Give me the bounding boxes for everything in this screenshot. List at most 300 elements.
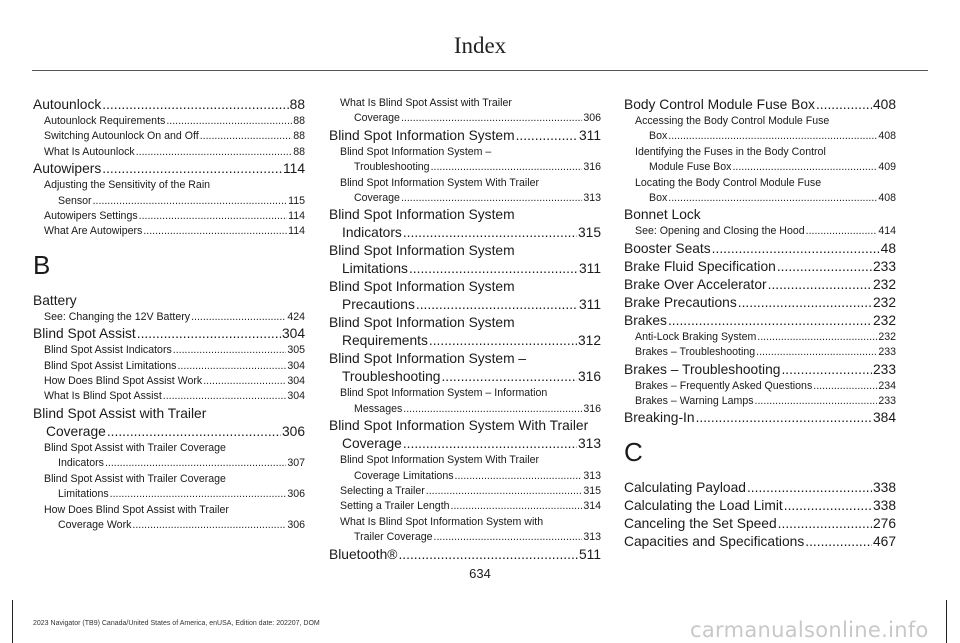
entry-text-lead: Blind Spot Information System – xyxy=(340,145,492,158)
entry-page-number[interactable]: 409 xyxy=(878,161,896,174)
entry-page-number[interactable]: 234 xyxy=(878,379,896,392)
entry-line xyxy=(635,379,896,394)
index-entry[interactable] xyxy=(624,515,896,533)
entry-line xyxy=(44,224,305,239)
dot-leader xyxy=(768,276,872,294)
entry-page-number[interactable]: 338 xyxy=(872,498,896,514)
entry-text: What Is Autounlock xyxy=(44,145,135,158)
index-entry[interactable] xyxy=(624,533,896,551)
index-entry[interactable] xyxy=(329,350,601,386)
entry-line xyxy=(329,224,601,242)
entry-line xyxy=(329,435,601,453)
see-reference[interactable] xyxy=(624,224,896,239)
index-subentry[interactable] xyxy=(329,499,601,514)
index-entry[interactable] xyxy=(329,417,601,453)
entry-text-lead: Blind Spot Information System With Trailer xyxy=(329,418,589,434)
index-subentry[interactable] xyxy=(33,441,305,472)
entry-page-number[interactable]: 304 xyxy=(287,390,305,403)
dot-leader xyxy=(136,145,293,160)
dot-leader xyxy=(163,389,287,404)
entry-page-number[interactable]: 424 xyxy=(287,310,305,323)
entry-page-number[interactable]: 511 xyxy=(579,546,601,562)
index-subentry[interactable] xyxy=(329,386,601,417)
entry-text: Indicators xyxy=(58,457,104,470)
entry-line xyxy=(44,518,305,533)
index-subentry[interactable] xyxy=(329,484,601,499)
entry-line xyxy=(624,96,896,114)
entry-text: Capacities and Specifications xyxy=(624,534,805,550)
index-subentry[interactable] xyxy=(624,145,896,176)
index-entry[interactable] xyxy=(329,546,601,564)
entry-text: Canceling the Set Speed xyxy=(624,516,777,532)
entry-text-lead: Locating the Body Control Module Fuse xyxy=(635,176,822,189)
entry-page-number[interactable]: 467 xyxy=(872,534,896,550)
entry-text: Setting a Trailer Length xyxy=(340,500,450,513)
entry-page-number[interactable]: 338 xyxy=(872,480,896,496)
entry-page-number[interactable]: 306 xyxy=(287,518,305,531)
dot-leader xyxy=(191,310,286,325)
entry-page-number[interactable]: 114 xyxy=(288,210,305,223)
entry-page-number[interactable]: 316 xyxy=(583,402,601,415)
entry-line xyxy=(635,129,896,144)
entry-line xyxy=(44,310,305,325)
index-subentry[interactable] xyxy=(33,224,305,239)
entry-page-number[interactable]: 232 xyxy=(878,330,896,343)
entry-line xyxy=(44,209,305,224)
dot-leader xyxy=(93,194,288,209)
entry-line xyxy=(340,160,601,175)
entry-page-number[interactable]: 384 xyxy=(872,410,896,426)
crop-mark-left xyxy=(12,600,13,643)
dot-leader xyxy=(403,224,577,242)
index-column-1 xyxy=(33,96,305,533)
entry-page-number[interactable]: 114 xyxy=(288,225,305,238)
entry-text: Coverage xyxy=(342,436,402,452)
entry-line xyxy=(624,294,896,312)
dot-leader xyxy=(756,345,877,360)
entry-line xyxy=(624,497,896,515)
entry-page-number[interactable]: 315 xyxy=(583,485,601,498)
entry-text-lead: Adjusting the Sensitivity of the Rain xyxy=(44,179,211,192)
index-entry[interactable] xyxy=(33,405,305,441)
entry-text-lead: Blind Spot Information System xyxy=(329,207,515,223)
page-number: 634 xyxy=(469,566,491,581)
entry-line xyxy=(329,296,601,314)
entry-text: Brakes – Troubleshooting xyxy=(635,346,756,359)
entry-page-number[interactable]: 311 xyxy=(579,261,601,277)
entry-page-number[interactable]: 233 xyxy=(878,346,896,359)
entry-line xyxy=(635,191,896,206)
entry-line xyxy=(44,359,305,374)
entry-line xyxy=(624,515,896,533)
index-subentry[interactable] xyxy=(33,374,305,389)
entry-page-number[interactable]: 304 xyxy=(287,375,305,388)
entry-line xyxy=(624,361,896,379)
index-entry[interactable] xyxy=(624,361,896,379)
entry-text: Blind Spot Information System xyxy=(329,127,515,143)
dot-leader xyxy=(398,546,578,564)
index-column-2 xyxy=(329,96,601,564)
entry-text: Limitations xyxy=(342,261,408,277)
index-entry[interactable] xyxy=(624,497,896,515)
entry-text: Box xyxy=(649,192,668,205)
dot-leader xyxy=(747,479,872,497)
entry-text-lead: Blind Spot Information System xyxy=(329,315,515,331)
index-entry[interactable] xyxy=(33,160,305,178)
entry-page-number[interactable]: 88 xyxy=(289,97,305,112)
entry-line xyxy=(635,224,896,239)
dot-leader xyxy=(166,114,292,129)
dot-leader xyxy=(137,325,281,343)
entry-line xyxy=(340,191,601,206)
entry-line xyxy=(329,127,601,145)
index-subentry[interactable] xyxy=(33,145,305,160)
dot-leader xyxy=(668,129,877,144)
entry-line xyxy=(624,312,896,330)
entry-line xyxy=(44,374,305,389)
index-subentry[interactable] xyxy=(624,379,896,394)
entry-line xyxy=(329,332,601,350)
index-subentry[interactable] xyxy=(624,330,896,345)
index-subentry[interactable] xyxy=(329,96,601,127)
index-entry[interactable] xyxy=(624,258,896,276)
entry-page-number[interactable]: 311 xyxy=(579,297,601,313)
entry-page-number[interactable]: 304 xyxy=(281,326,305,342)
entry-text-lead: What Is Blind Spot Assist with Trailer xyxy=(340,97,512,109)
entry-text: Bluetooth® xyxy=(329,546,398,562)
entry-page-number[interactable]: 408 xyxy=(878,130,896,143)
dot-leader xyxy=(816,96,872,114)
entry-page-number[interactable]: 314 xyxy=(583,500,601,513)
dot-leader xyxy=(102,160,282,178)
dot-leader xyxy=(132,518,286,533)
dot-leader xyxy=(668,191,877,206)
entry-text: Blind Spot Assist Limitations xyxy=(44,359,177,372)
dot-leader xyxy=(409,260,578,278)
dot-leader xyxy=(778,515,872,533)
entry-line xyxy=(44,487,305,502)
index-subentry[interactable] xyxy=(329,515,601,546)
entry-line xyxy=(635,330,896,345)
entry-line xyxy=(44,456,305,471)
entry-page-number[interactable]: 316 xyxy=(577,369,601,385)
dot-leader xyxy=(434,530,583,545)
index-entry[interactable] xyxy=(329,278,601,314)
entry-line xyxy=(33,96,305,114)
entry-text: Messages xyxy=(354,402,403,415)
entry-text: Brakes – Frequently Asked Questions xyxy=(635,379,813,392)
dot-leader xyxy=(738,294,872,312)
entry-text: Autowipers xyxy=(33,161,102,177)
entry-text-lead: Blind Spot Information System xyxy=(329,243,515,259)
entry-page-number[interactable]: 306 xyxy=(281,423,305,439)
index-subentry[interactable] xyxy=(33,359,305,374)
entry-text: Autounlock xyxy=(33,97,102,112)
index-entry[interactable] xyxy=(624,96,896,114)
entry-line xyxy=(624,533,896,551)
index-heading: Battery xyxy=(33,292,77,308)
dot-leader xyxy=(110,487,287,502)
entry-page-number[interactable]: 88 xyxy=(293,115,305,127)
entry-line xyxy=(44,114,305,129)
entry-text: Body Control Module Fuse Box xyxy=(624,97,815,112)
entry-text-lead: What Is Blind Spot Information System with xyxy=(340,515,544,528)
index-subentry[interactable] xyxy=(33,129,305,144)
entry-line xyxy=(340,499,601,514)
dot-leader xyxy=(806,224,878,239)
entry-text: Brake Precautions xyxy=(624,294,737,310)
dot-leader xyxy=(781,361,872,379)
entry-text-lead: Blind Spot Information System With Trailer xyxy=(340,176,539,189)
index-entry[interactable] xyxy=(624,479,896,497)
entry-page-number[interactable]: 313 xyxy=(583,469,601,482)
entry-page-number[interactable]: 313 xyxy=(577,436,601,452)
index-subentry[interactable] xyxy=(33,114,305,129)
dot-leader xyxy=(426,484,583,499)
index-subentry[interactable] xyxy=(33,209,305,224)
crop-mark-right xyxy=(946,600,947,643)
entry-page-number[interactable]: 306 xyxy=(287,488,305,501)
index-entry[interactable] xyxy=(624,240,896,258)
index-subentry[interactable] xyxy=(33,178,305,209)
entry-page-number[interactable]: 233 xyxy=(872,258,896,274)
header-divider xyxy=(32,70,928,71)
entry-page-number[interactable]: 115 xyxy=(288,194,305,207)
entry-text: Autounlock Requirements xyxy=(44,115,166,127)
entry-text: Coverage Work xyxy=(58,518,132,531)
entry-page-number[interactable]: 316 xyxy=(583,161,601,174)
entry-text: Calculating the Load Limit xyxy=(624,498,783,514)
entry-text-lead: How Does Blind Spot Assist with Trailer xyxy=(44,503,229,516)
entry-text: Coverage xyxy=(354,112,400,125)
entry-line xyxy=(33,325,305,343)
entry-line xyxy=(624,258,896,276)
dot-leader xyxy=(429,332,577,350)
entry-text-lead: Blind Spot Information System xyxy=(329,279,515,295)
entry-text-lead: Blind Spot Information System – Information xyxy=(340,387,548,400)
entry-text-lead: Identifying the Fuses in the Body Control xyxy=(635,145,826,158)
entry-line xyxy=(44,194,305,209)
entry-text: Brakes – Troubleshooting xyxy=(624,361,781,377)
index-subentry[interactable] xyxy=(33,472,305,503)
entry-page-number[interactable]: 232 xyxy=(872,276,896,292)
dot-leader xyxy=(777,258,872,276)
entry-text: Brakes – Warning Lamps xyxy=(635,395,754,408)
entry-line xyxy=(33,160,305,178)
entry-text: Booster Seats xyxy=(624,240,711,256)
entry-text: Indicators xyxy=(342,225,402,241)
index-entry[interactable] xyxy=(329,314,601,350)
entry-line xyxy=(635,394,896,409)
entry-page-number[interactable]: 88 xyxy=(293,145,305,158)
entry-text: Coverage Limitations xyxy=(354,469,454,482)
entry-line xyxy=(340,111,601,126)
dot-leader xyxy=(451,499,583,514)
entry-page-number[interactable]: 306 xyxy=(583,112,601,125)
dot-leader xyxy=(105,456,286,471)
entry-line xyxy=(340,469,601,484)
entry-line xyxy=(329,260,601,278)
entry-line xyxy=(635,345,896,360)
entry-page-number[interactable]: 311 xyxy=(579,127,601,143)
index-subentry[interactable] xyxy=(329,145,601,176)
entry-text: Blind Spot Assist xyxy=(33,326,136,342)
dot-leader xyxy=(102,96,288,114)
dot-leader xyxy=(401,191,582,206)
edition-footer: 2023 Navigator (TB9) Canada/United States of America, enUSA, Edition date: 202207, DOM xyxy=(33,620,320,627)
entry-page-number[interactable]: 307 xyxy=(287,457,305,470)
entry-text-lead: Blind Spot Assist with Trailer Coverage xyxy=(44,441,226,454)
dot-leader xyxy=(177,359,286,374)
dot-leader xyxy=(455,469,583,484)
dot-leader xyxy=(784,497,872,515)
dot-leader xyxy=(441,368,577,386)
index-column-3 xyxy=(624,96,896,551)
entry-text: See: Opening and Closing the Hood xyxy=(635,225,805,238)
index-subentry[interactable] xyxy=(624,176,896,207)
index-subentry[interactable] xyxy=(624,114,896,145)
dot-leader xyxy=(805,533,872,551)
index-heading: Bonnet Lock xyxy=(624,207,701,223)
entry-text: Limitations xyxy=(58,488,109,501)
entry-text: Sensor xyxy=(58,194,92,207)
entry-text: Switching Autounlock On and Off xyxy=(44,130,199,143)
entry-line xyxy=(44,129,305,144)
entry-line xyxy=(44,343,305,358)
dot-leader xyxy=(712,240,880,258)
entry-page-number[interactable]: 232 xyxy=(872,294,896,310)
entry-text-lead: Blind Spot Information System – xyxy=(329,351,527,367)
watermark-logo: carmanualsonline.info xyxy=(690,618,929,642)
dot-leader xyxy=(139,209,287,224)
dot-leader xyxy=(813,379,877,394)
entry-page-number[interactable]: 276 xyxy=(872,516,896,532)
page-title: Index xyxy=(453,33,507,58)
dot-leader xyxy=(755,394,878,409)
entry-page-number[interactable]: 233 xyxy=(878,395,896,408)
entry-text: Troubleshooting xyxy=(354,161,430,174)
entry-text-lead: Accessing the Body Control Module Fuse xyxy=(635,115,830,127)
entry-page-number[interactable]: 304 xyxy=(287,359,305,372)
index-subentry[interactable] xyxy=(33,343,305,358)
index-entry[interactable] xyxy=(329,127,601,145)
dot-leader xyxy=(173,343,287,358)
entry-page-number[interactable]: 114 xyxy=(283,161,305,177)
entry-text: See: Changing the 12V Battery xyxy=(44,310,191,323)
entry-line xyxy=(624,479,896,497)
dot-leader xyxy=(143,224,287,239)
dot-leader xyxy=(732,160,877,175)
entry-page-number[interactable]: 313 xyxy=(583,531,601,544)
dot-leader xyxy=(516,127,578,145)
entry-line xyxy=(329,368,601,386)
entry-page-number[interactable]: 233 xyxy=(872,361,896,377)
entry-page-number[interactable]: 414 xyxy=(878,225,896,238)
entry-text: Requirements xyxy=(342,333,428,349)
entry-text: Brake Over Accelerator xyxy=(624,276,767,292)
index-entry[interactable] xyxy=(624,312,896,330)
entry-text: Trailer Coverage xyxy=(354,531,433,544)
index-subentry[interactable] xyxy=(33,503,305,534)
entry-line xyxy=(635,160,896,175)
index-subentry[interactable] xyxy=(329,453,601,484)
index-entry[interactable] xyxy=(33,325,305,343)
entry-line xyxy=(340,402,601,417)
entry-page-number[interactable]: 48 xyxy=(880,240,896,256)
index-subentry[interactable] xyxy=(624,345,896,360)
entry-text-lead: Blind Spot Assist with Trailer xyxy=(33,405,207,421)
entry-line xyxy=(329,546,601,564)
entry-text: Anti-Lock Braking System xyxy=(635,330,757,343)
entry-line xyxy=(624,409,896,427)
entry-page-number[interactable]: 88 xyxy=(293,130,305,143)
index-entry[interactable] xyxy=(329,242,601,278)
entry-text: Coverage xyxy=(354,192,400,205)
dot-leader xyxy=(203,374,286,389)
dot-leader xyxy=(107,423,281,441)
index-entry[interactable] xyxy=(33,96,305,114)
entry-text: Coverage xyxy=(46,423,106,439)
entry-page-number[interactable]: 315 xyxy=(577,225,601,241)
entry-text: Module Fuse Box xyxy=(649,161,732,174)
dot-leader xyxy=(668,312,872,330)
entry-line xyxy=(340,484,601,499)
index-entry[interactable] xyxy=(624,294,896,312)
see-reference[interactable] xyxy=(33,310,305,325)
index-subentry[interactable] xyxy=(33,389,305,404)
entry-text: Blind Spot Assist Indicators xyxy=(44,344,172,357)
entry-page-number[interactable]: 305 xyxy=(287,344,305,357)
entry-line xyxy=(44,389,305,404)
entry-text: Autowipers Settings xyxy=(44,210,138,223)
entry-text: Troubleshooting xyxy=(342,369,441,385)
entry-page-number[interactable]: 408 xyxy=(872,97,896,112)
index-subentry[interactable] xyxy=(329,176,601,207)
dot-leader xyxy=(696,409,872,427)
entry-line xyxy=(340,530,601,545)
dot-leader xyxy=(401,111,582,126)
dot-leader xyxy=(403,402,582,417)
entry-text: Brake Fluid Specification xyxy=(624,258,776,274)
entry-page-number[interactable]: 232 xyxy=(872,312,896,328)
entry-text: Precautions xyxy=(342,297,415,313)
index-entry[interactable] xyxy=(624,276,896,294)
entry-text: What Is Blind Spot Assist xyxy=(44,390,162,403)
index-subentry[interactable] xyxy=(624,394,896,409)
entry-page-number[interactable]: 313 xyxy=(583,192,601,205)
section-letter: B xyxy=(33,249,51,280)
dot-leader xyxy=(757,330,877,345)
entry-text: What Are Autowipers xyxy=(44,225,143,238)
section-letter: C xyxy=(624,437,643,468)
entry-page-number[interactable]: 408 xyxy=(878,192,896,205)
entry-page-number[interactable]: 312 xyxy=(577,333,601,349)
entry-line xyxy=(624,240,896,258)
entry-text: Brakes xyxy=(624,312,667,328)
entry-text: Calculating Payload xyxy=(624,480,746,496)
index-entry[interactable] xyxy=(329,206,601,242)
entry-text: How Does Blind Spot Assist Work xyxy=(44,375,203,388)
dot-leader xyxy=(200,129,293,144)
dot-leader xyxy=(403,435,577,453)
dot-leader xyxy=(416,296,578,314)
index-entry[interactable] xyxy=(624,409,896,427)
entry-line xyxy=(33,423,305,441)
entry-text: Breaking-In xyxy=(624,410,695,426)
entry-line xyxy=(624,276,896,294)
entry-text: Selecting a Trailer xyxy=(340,485,425,498)
entry-text-lead: Blind Spot Information System With Trailer xyxy=(340,454,539,467)
